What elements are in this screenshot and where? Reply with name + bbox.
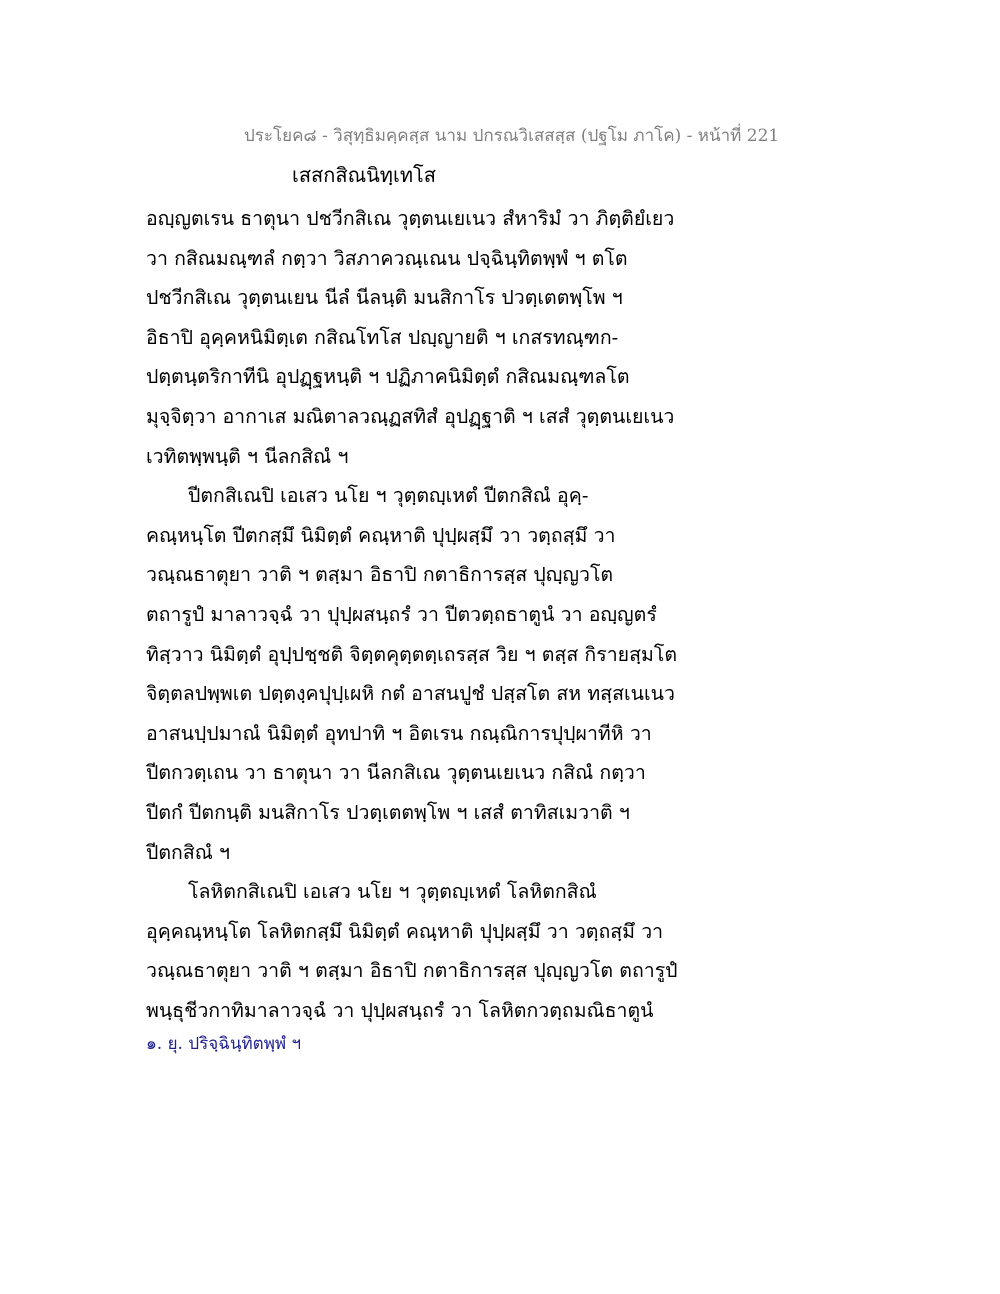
body-line: มุจฺจิตฺวา อากาเส มณิตาลวณฺฏสทิสํ อุปฏฺฐาติ ฯ เสสํ วุตฺตนเยเนว: [146, 404, 675, 428]
body-line: คณฺหนฺโต ปีตกสฺมึ นิมิตฺตํ คณฺหาติ ปุปฺผสฺมึ วา วตฺถสฺมึ วา: [146, 523, 616, 547]
body-line: พนฺธุชีวกาทิมาลาวจฺฉํ วา ปุปฺผสนฺถรํ วา โลหิตกวตฺถมณิธาตูนํ: [146, 998, 654, 1022]
footnote: ๑. ยุ. ปริจฺฉินฺทิตพฺพํ ฯ: [146, 1034, 302, 1054]
body-text: [146, 199, 746, 1030]
body-line: ปตฺตนฺตริกาทีนิ อุปฏฺฐหนฺติ ฯ ปฏิภาคนิมิตฺตํ กสิณมณฺฑลโต: [146, 365, 630, 389]
body-line: อญฺญตเรน ธาตุนา ปชวีกสิเณ วุตฺตนเยเนว สํหาริมํ วา ภิตฺติยํเยว: [146, 207, 675, 230]
body-line: ทิสฺวาว นิมิตฺตํ อุปฺปชฺชติ จิตฺตคุตฺตตฺเถรสฺส วิย ฯ ตสฺส กิรายสฺมโต: [146, 642, 677, 666]
body-line: อุคฺคณฺหนฺโต โลหิตกสฺมึ นิมิตฺตํ คณฺหาติ ปุปฺผสฺมึ วา วตฺถสฺมึ วา: [146, 919, 664, 943]
body-line: เวทิตพฺพนฺติ ฯ นีลกสิณํ ฯ: [146, 444, 349, 468]
body-line: วณฺณธาตุยา วาติ ฯ ตสฺมา อิธาปิ กตาธิการสฺส ปุญฺญวโต ตถารูปํ: [146, 959, 678, 983]
body-line: อาสนปฺปมาณํ นิมิตฺตํ อุทปาทิ ฯ อิตเรน กณฺณิการปุปฺผาทีหิ วา: [146, 721, 652, 745]
body-line: ปีตกวตฺเถน วา ธาตุนา วา นีลกสิเณ วุตฺตนเยเนว กสิณํ กตฺวา: [146, 761, 646, 785]
body-line: วา กสิณมณฺฑลํ กตฺวา วิสภาควณฺเณน ปจฺฉินฺทิตพฺพํ ฯ ตโต: [146, 246, 628, 270]
paragraph-start-line: โลหิตกสิเณปิ เอเสว นโย ฯ วุตฺตญฺเหตํ โลหิตกสิณํ: [188, 880, 597, 904]
section-heading: เสสกสิณนิทฺเทโส: [292, 163, 436, 187]
body-line: อิธาปิ อุคฺคหนิมิตฺเต กสิณโทโส ปญฺญายติ ฯ เกสรทณฺฑก-: [146, 325, 619, 349]
body-line: ตถารูปํ มาลาวจฺฉํ วา ปุปฺผสนฺถรํ วา ปีตวตฺถธาตูนํ วา อญฺญตรํ: [146, 602, 657, 626]
body-line: ปีตกสิณํ ฯ: [146, 840, 230, 864]
body-line: วณฺณธาตุยา วาติ ฯ ตสฺมา อิธาปิ กตาธิการสฺส ปุญฺญวโต: [146, 563, 614, 587]
page-header: ประโยค๘ - วิสุทฺธิมคฺคสฺส นาม ปกรณวิเสสสฺส (ปฐโม ภาโค) - หน้าที่ 221: [244, 126, 780, 146]
paragraph-start-line: ปีตกสิเณปิ เอเสว นโย ฯ วุตฺตญฺเหตํ ปีตกสิณํ อุคฺ-: [188, 484, 589, 508]
body-line: ปชวีกสิเณ วุตฺตนเยน นีลํ นีลนฺติ มนสิกาโร ปวตฺเตตพฺโพ ฯ: [146, 286, 623, 310]
body-line: ปีตกํ ปีตกนฺติ มนสิกาโร ปวตฺเตตพฺโพ ฯ เสสํ ตาทิสเมวาติ ฯ: [146, 800, 630, 824]
body-line: จิตฺตลปพฺพเต ปตฺตงฺคปุปฺเผหิ กตํ อาสนปูชํ ปสฺสโต สห ทสฺสเนเนว: [146, 682, 675, 706]
